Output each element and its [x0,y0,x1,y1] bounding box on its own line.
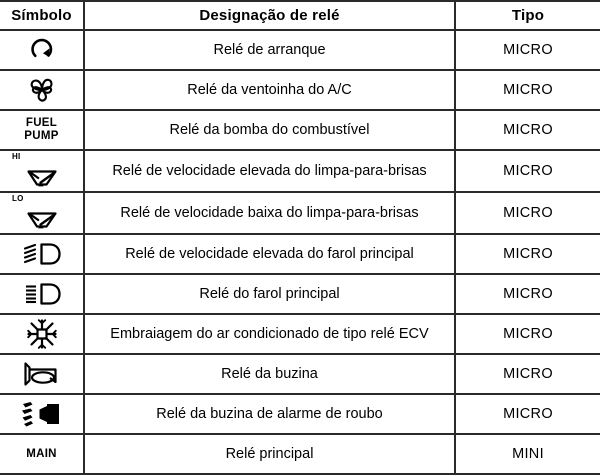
table-row [0,354,600,394]
type-cell: MICRO [455,234,600,274]
table-row [0,150,600,192]
symbol-cell [0,274,84,314]
table-row [0,30,600,70]
symbol-cell [0,314,84,354]
main-label [0,435,83,473]
designation-cell: Relé da ventoinha do A/C [84,70,455,110]
table-row [0,394,600,434]
windshield-wiper-low-icon [0,193,83,233]
fuel-pump-line-2: PUMP [24,130,59,142]
fuel-pump-label [0,111,83,149]
type-cell: MICRO [455,274,600,314]
type-cell: MICRO [455,192,600,234]
symbol-cell [0,70,84,110]
designation-cell: Relé de velocidade elevada do limpa-para-brisas [84,150,455,192]
symbol-cell [0,234,84,274]
designation-cell: Embraiagem do ar condicionado de tipo relé ECV [84,314,455,354]
symbol-cell [0,434,84,474]
symbol-cell [0,192,84,234]
symbol-cell [0,30,84,70]
table-header-row [0,1,600,30]
symbol-cell [0,394,84,434]
symbol-cell [0,354,84,394]
table-row [0,70,600,110]
main-label-text: MAIN [26,447,57,460]
designation-cell: Relé da bomba do combustível [84,110,455,150]
table-row [0,434,600,474]
type-cell: MICRO [455,394,600,434]
table-header [0,1,600,30]
type-cell: MINI [455,434,600,474]
type-cell: MICRO [455,150,600,192]
designation-cell: Relé principal [84,434,455,474]
table-row [0,274,600,314]
designation-cell: Relé do farol principal [84,274,455,314]
type-cell: MICRO [455,70,600,110]
designation-cell: Relé de velocidade elevada do farol principal [84,234,455,274]
wiper-speed-tag: LO [12,194,24,203]
type-cell: MICRO [455,110,600,150]
table-row [0,234,600,274]
type-cell: MICRO [455,314,600,354]
starter-rotation-icon [0,31,83,69]
type-cell: MICRO [455,354,600,394]
fuel-pump-line-1: FUEL [25,117,58,130]
table-row [0,110,600,150]
designation-cell: Relé da buzina [84,354,455,394]
table-row [0,192,600,234]
table-row [0,314,600,354]
column-header-symbol: Símbolo [0,1,84,30]
symbol-cell [0,150,84,192]
alarm-siren-icon [0,395,83,433]
type-cell: MICRO [455,30,600,70]
column-header-type: Tipo [455,1,600,30]
ac-blower-fan-icon [0,71,83,109]
snowflake-ac-icon [0,315,83,353]
designation-cell: Relé da buzina de alarme de roubo [84,394,455,434]
horn-icon [0,355,83,393]
symbol-cell [0,110,84,150]
wiper-speed-tag: HI [12,152,21,161]
designation-cell: Relé de arranque [84,30,455,70]
windshield-wiper-high-icon [0,151,83,191]
headlight-high-beam-icon [0,235,83,273]
table-body [0,30,600,474]
headlight-low-beam-icon [0,275,83,313]
designation-cell: Relé de velocidade baixa do limpa-para-brisas [84,192,455,234]
column-header-designation: Designação de relé [84,1,455,30]
